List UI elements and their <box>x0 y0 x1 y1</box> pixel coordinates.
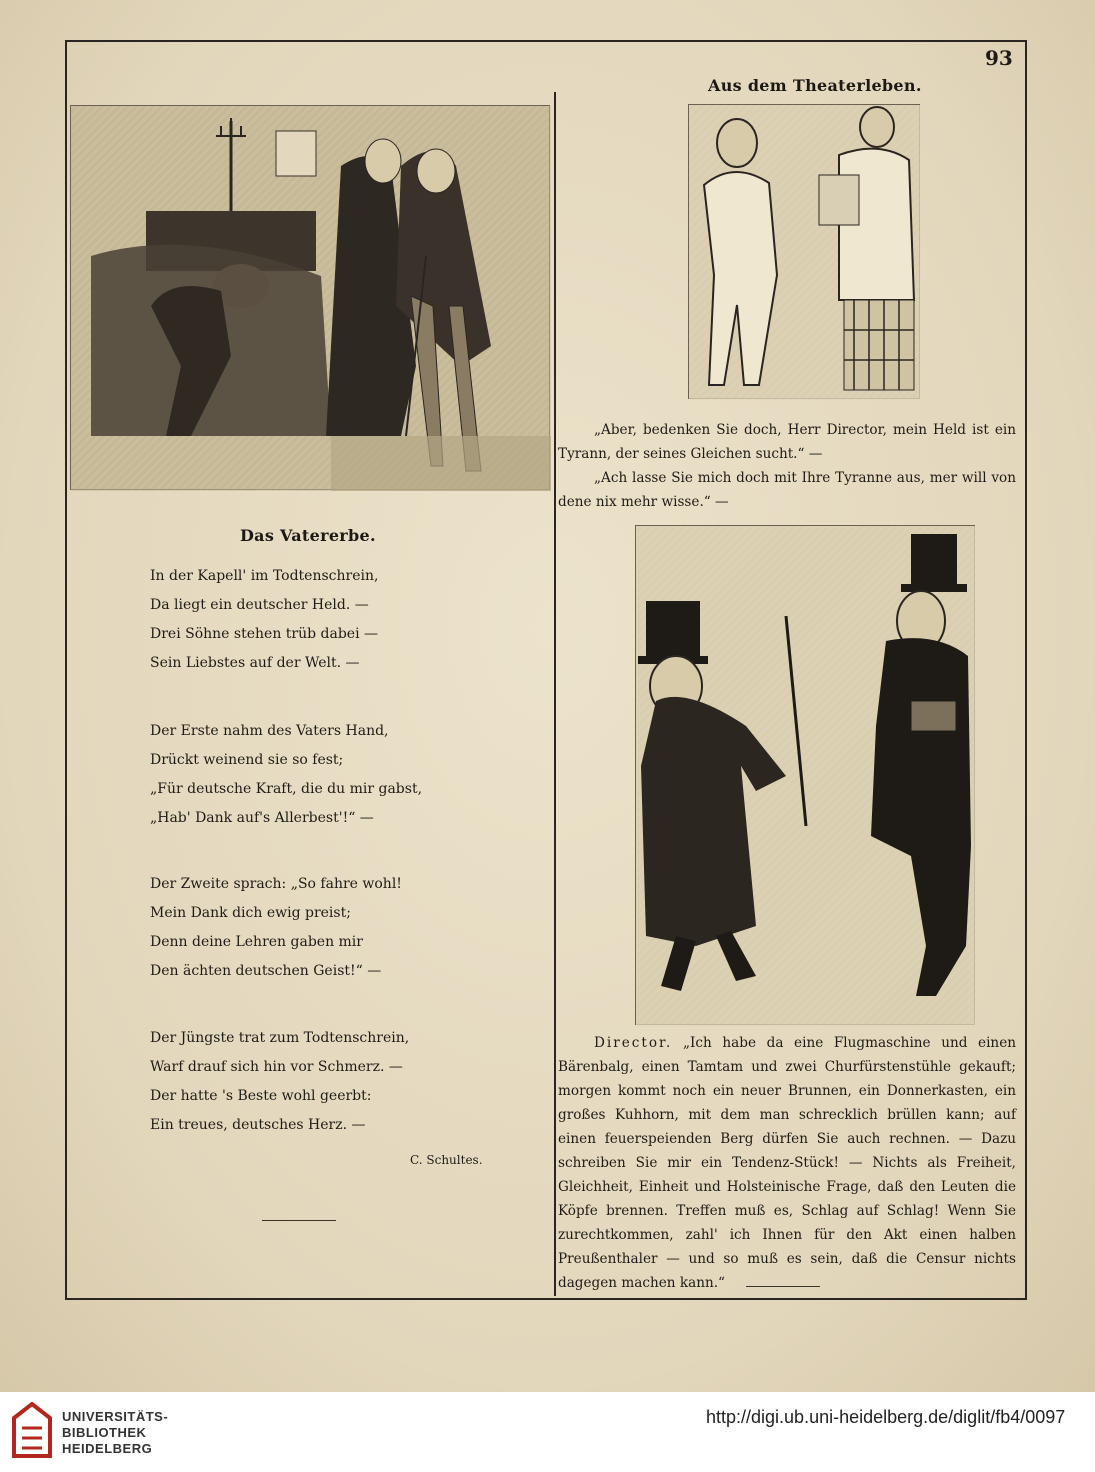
poem-line: In der Kapell' im Todtenschrein, <box>150 568 379 584</box>
poem-title: Das Vatererbe. <box>240 526 376 545</box>
end-rule-right <box>746 1286 820 1287</box>
dialogue-director: „Ach lasse Sie mich doch mit Ihre Tyranne aus, mer will von dene nix mehr wisse.“ — <box>558 470 1016 510</box>
source-url-link[interactable]: http://digi.ub.uni-heidelberg.de/diglit/fb4/0097 <box>706 1407 1066 1427</box>
illustration-director-and-author <box>635 525 975 1025</box>
poem-line: Der hatte 's Beste wohl geerbt: <box>150 1088 372 1104</box>
poem-line: Den ächten deutschen Geist!“ — <box>150 963 382 979</box>
speaker-label: Director. <box>594 1035 673 1051</box>
library-name-line: HEIDELBERG <box>62 1441 153 1456</box>
repository-footer <box>0 1392 1095 1472</box>
poem-author: C. Schultes. <box>410 1153 483 1167</box>
poem-line: Sein Liebstes auf der Welt. — <box>150 655 360 671</box>
illustration-two-actors <box>688 104 920 399</box>
director-speech <box>558 1031 1016 1295</box>
poem-line: Der Erste nahm des Vaters Hand, <box>150 723 389 739</box>
poem-line: Mein Dank dich ewig preist; <box>150 905 351 921</box>
page-number: 93 <box>985 46 1013 70</box>
funeral-chapel-drawing <box>71 106 551 491</box>
poem-line: Denn deine Lehren gaben mir <box>150 934 363 950</box>
director-author-drawing <box>636 526 976 1026</box>
poem-line: Warf drauf sich hin vor Schmerz. — <box>150 1059 403 1075</box>
library-name-line: UNIVERSITÄTS- <box>62 1409 169 1424</box>
end-rule-left <box>262 1220 336 1221</box>
director-speech-text: „Ich habe da eine Flugmaschine und einen Bärenbalg, einen Tamtam und zwei Churfürstenstühle gekauft; morgen kommt noch ein neuer Brunnen, ein Donnerkasten, ein großes Kuhhorn, mit dem man schrecklich brüllen kann; auf einen feuerspeienden Berg dürfen Sie auch rechnen. — Dazu schreiben Sie mir ein Tendenz-Stück! — Nichts als Freiheit, Gleichheit, Einheit und Holsteinische Frage, daß den Leuten die Köpfe brennen. Treffen muß es, Schlag auf Schlag! Wenn Sie zurechtkommen, zahl' ich Ihnen für den Akt einen halben Preußenthaler — und so muß es sein, daß die Censur nichts dagegen machen kann.“ <box>558 1035 1016 1291</box>
poem-line: Drückt weinend sie so fest; <box>150 752 344 768</box>
poem-line: Der Zweite sprach: „So fahre wohl! <box>150 876 402 892</box>
column-divider <box>554 92 556 1296</box>
dialogue-actor: „Aber, bedenken Sie doch, Herr Director, mein Held ist ein Tyrann, der seines Gleichen sucht.“ — <box>558 422 1016 462</box>
poem-line: Ein treues, deutsches Herz. — <box>150 1117 366 1133</box>
poem-line: Der Jüngste trat zum Todtenschrein, <box>150 1030 410 1046</box>
poem-line: Da liegt ein deutscher Held. — <box>150 597 369 613</box>
library-name-line: BIBLIOTHEK <box>62 1425 147 1440</box>
poem-line: Drei Söhne stehen trüb dabei — <box>150 626 379 642</box>
poem-line: „Hab' Dank auf's Allerbest'!“ — <box>150 810 374 826</box>
two-actors-drawing <box>689 105 921 400</box>
illustration-funeral-chapel <box>70 105 550 490</box>
poem-line: „Für deutsche Kraft, die du mir gabst, <box>150 781 423 797</box>
library-logo-icon[interactable] <box>10 1400 54 1460</box>
section-title: Aus dem Theaterleben. <box>708 76 922 95</box>
